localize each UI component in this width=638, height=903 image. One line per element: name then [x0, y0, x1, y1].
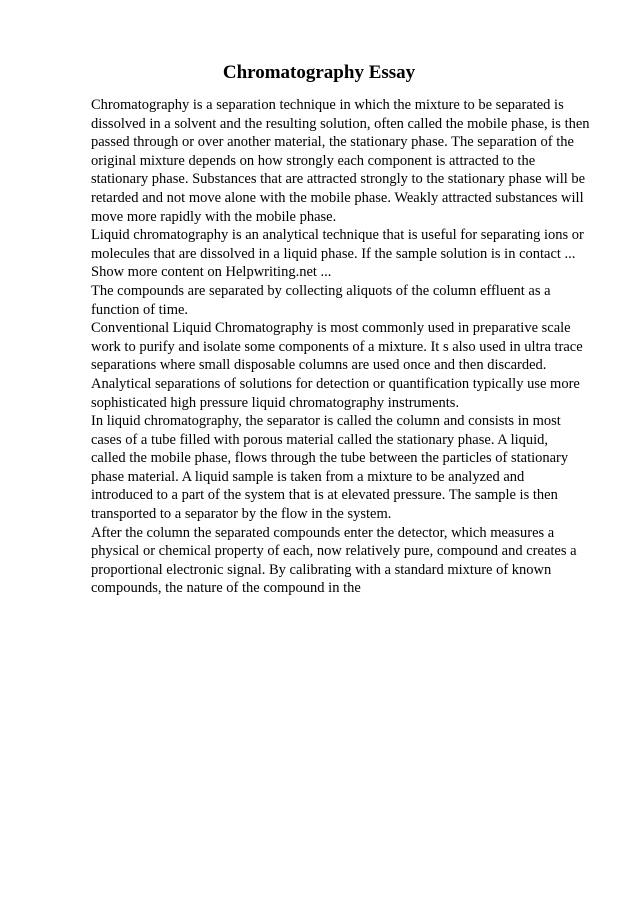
text-line: Liquid chromatography is an analytical technique that is useful for separating ions or — [91, 227, 584, 244]
essay-body — [91, 96, 601, 598]
text-line: Show more content on Helpwriting.net ... — [91, 264, 332, 281]
text-line: cases of a tube filled with porous material called the stationary phase. A liquid, — [91, 431, 549, 448]
paragraph — [91, 319, 601, 412]
text-line: molecules that are dissolved in a liquid phase. If the sample solution is in contact ... — [91, 245, 576, 262]
text-line: Analytical separations of solutions for detection or quantification typically use more — [91, 375, 580, 392]
text-line: Conventional Liquid Chromatography is most commonly used in preparative scale — [91, 320, 571, 337]
paragraph — [91, 226, 601, 282]
paragraph — [91, 96, 601, 226]
text-line: compounds, the nature of the compound in the — [91, 580, 361, 597]
text-line: proportional electronic signal. By calibrating with a standard mixture of known — [91, 561, 552, 578]
text-line: Chromatography is a separation technique in which the mixture to be separated is — [91, 97, 564, 113]
text-line: retarded and not move alone with the mobile phase. Weakly attracted substances will — [91, 189, 584, 206]
text-line: passed through or over another material, the stationary phase. The separation of the — [91, 134, 574, 151]
text-line: work to purify and isolate some components of a mixture. It s also used in ultra trace — [91, 338, 583, 355]
text-line: phase material. A liquid sample is taken from a mixture to be analyzed and — [91, 468, 525, 485]
text-line: move more rapidly with the mobile phase. — [91, 208, 337, 225]
paragraph — [91, 412, 601, 524]
page-title: Chromatography Essay — [222, 62, 416, 83]
text-line: In liquid chromatography, the separator is called the column and consists in most — [91, 413, 561, 430]
text-line: separations where small disposable columns are used once and then discarded. — [91, 357, 547, 374]
text-line: The compounds are separated by collecting aliquots of the column effluent as a — [91, 282, 551, 299]
text-line: stationary phase. Substances that are attracted strongly to the stationary phase will be — [91, 171, 586, 188]
text-line: sophisticated high pressure liquid chromatography instruments. — [91, 394, 460, 411]
text-line: dissolved in a solvent and the resulting solution, often called the mobile phase, is then — [91, 115, 590, 132]
text-line: After the column the separated compounds enter the detector, which measures a — [91, 524, 555, 541]
text-line: physical or chemical property of each, now relatively pure, compound and creates a — [91, 543, 577, 560]
text-line: original mixture depends on how strongly each component is attracted to the — [91, 152, 536, 169]
text-line: function of time. — [91, 301, 189, 318]
text-line: introduced to a part of the system that is at elevated pressure. The sample is then — [91, 487, 558, 504]
paragraph — [91, 524, 601, 598]
text-line: transported to a separator by the flow in the system. — [91, 506, 392, 523]
paragraph — [91, 282, 601, 319]
text-line: called the mobile phase, flows through the tube between the particles of stationary — [91, 450, 569, 467]
